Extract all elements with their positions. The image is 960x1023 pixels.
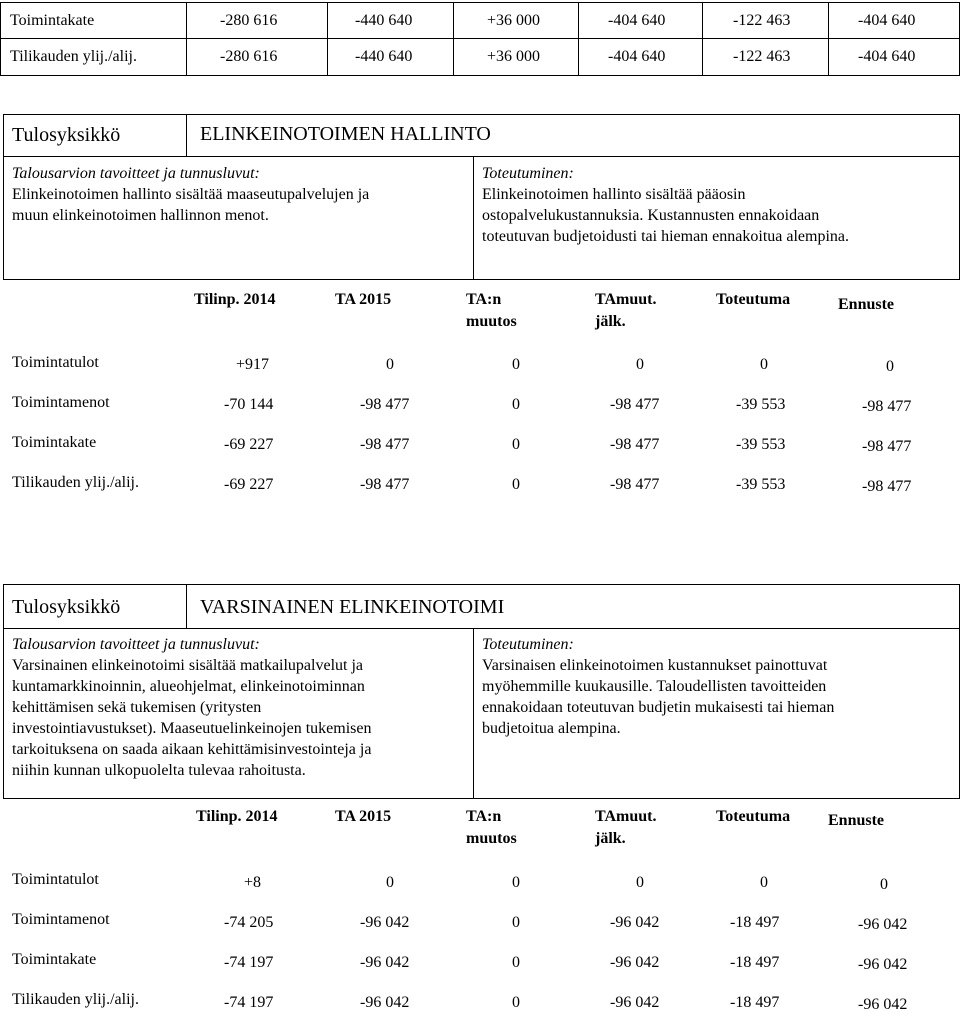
cell-value: -96 042 <box>858 996 908 1013</box>
realization-block <box>482 163 952 247</box>
realization-block <box>482 634 952 739</box>
col-header: TA 2015 <box>335 808 392 825</box>
cell-value: 0 <box>512 914 520 931</box>
unit-divider <box>186 584 187 629</box>
col-header: muutos <box>466 313 517 330</box>
top-table-border <box>327 2 328 76</box>
cell-value: 0 <box>760 356 768 373</box>
cell-value: -122 463 <box>733 48 791 65</box>
cell-value: -280 616 <box>220 12 278 29</box>
col-header: jälk. <box>595 313 626 330</box>
cell-value: -69 227 <box>224 436 274 453</box>
cell-value: 0 <box>512 994 520 1011</box>
cell-value: +917 <box>236 356 270 373</box>
cell-value: -98 477 <box>862 478 912 495</box>
goals-line: Elinkeinotoimen hallinto sisältää maaseutupalvelujen ja <box>12 186 370 203</box>
unit-divider <box>473 628 474 799</box>
col-header: TAmuut. <box>595 291 657 308</box>
cell-value: 0 <box>636 356 644 373</box>
top-table-border <box>186 2 187 76</box>
cell-value: -96 042 <box>610 954 660 971</box>
cell-value: -96 042 <box>858 956 908 973</box>
cell-value: -98 477 <box>360 436 410 453</box>
cell-value: -39 553 <box>736 436 786 453</box>
cell-value: +36 000 <box>487 12 541 29</box>
col-header: Toteutuma <box>716 291 791 308</box>
row-label: Toimintakate <box>10 12 95 29</box>
row-label: Toimintamenot <box>12 911 110 928</box>
cell-value: -96 042 <box>858 916 908 933</box>
goals-line: Varsinainen elinkeinotoimi sisältää matkailupalvelut ja <box>12 657 364 674</box>
row-label: Toimintatulot <box>12 871 99 888</box>
cell-value: 0 <box>512 476 520 493</box>
cell-value: -69 227 <box>224 476 274 493</box>
realization-line: myöhemmille kuukausille. Taloudellisten tavoitteiden <box>482 678 827 695</box>
cell-value: -18 497 <box>730 914 780 931</box>
realization-line: ennakoidaan toteutuvan budjetin mukaisesti tai hieman <box>482 699 835 716</box>
cell-value: -280 616 <box>220 48 278 65</box>
cell-value: -98 477 <box>610 436 660 453</box>
cell-value: -18 497 <box>730 994 780 1011</box>
row-label: Toimintakate <box>12 951 97 968</box>
cell-value: 0 <box>886 358 894 375</box>
col-header: jälk. <box>595 830 626 847</box>
cell-value: -74 205 <box>224 914 274 931</box>
cell-value: -70 144 <box>224 396 274 413</box>
top-table-border <box>702 2 703 76</box>
top-table-border <box>0 75 960 76</box>
cell-value: -39 553 <box>736 476 786 493</box>
col-header: Tilinp. 2014 <box>196 808 278 825</box>
cell-value: 0 <box>880 876 888 893</box>
col-header: Toteutuma <box>716 808 791 825</box>
row-label: Tilikauden ylij./alij. <box>10 48 137 65</box>
row-label: Toimintamenot <box>12 394 110 411</box>
top-table-border <box>828 2 829 76</box>
col-header: Ennuste <box>838 296 895 313</box>
top-table-border <box>0 2 1 76</box>
cell-value: -404 640 <box>858 12 916 29</box>
cell-value: -74 197 <box>224 994 274 1011</box>
cell-value: 0 <box>386 874 394 891</box>
cell-value: 0 <box>512 396 520 413</box>
col-header: Ennuste <box>828 812 885 829</box>
cell-value: -98 477 <box>610 396 660 413</box>
cell-value: -98 477 <box>360 396 410 413</box>
realization-label: Toteutuminen: <box>482 165 574 182</box>
cell-value: -404 640 <box>858 48 916 65</box>
col-header: TA 2015 <box>335 291 392 308</box>
cell-value: -98 477 <box>862 438 912 455</box>
realization-line: Elinkeinotoimen hallinto sisältää pääosin <box>482 186 746 203</box>
top-table-border <box>453 2 454 76</box>
cell-value: -96 042 <box>610 914 660 931</box>
cell-value: +36 000 <box>487 48 541 65</box>
unit-label: Tulosyksikkö <box>12 124 121 146</box>
cell-value: 0 <box>512 874 520 891</box>
cell-value: -404 640 <box>608 12 666 29</box>
col-header: muutos <box>466 830 517 847</box>
cell-value: 0 <box>512 356 520 373</box>
goals-line: kehittämisen sekä tukemisen (yritysten <box>12 699 262 716</box>
goals-label: Talousarvion tavoitteet ja tunnusluvut: <box>12 636 260 653</box>
cell-value: -96 042 <box>360 914 410 931</box>
realization-line: budjetoitua alempina. <box>482 720 621 737</box>
goals-line: niihin kunnan ulkopuolelta tulevaa rahoitusta. <box>12 762 306 779</box>
realization-line: toteutuvan budjetoidusti tai hieman ennakoitua alempina. <box>482 228 850 245</box>
cell-value: 0 <box>636 874 644 891</box>
goals-label: Talousarvion tavoitteet ja tunnusluvut: <box>12 165 260 182</box>
cell-value: 0 <box>386 356 394 373</box>
goals-block <box>12 163 462 226</box>
goals-line: muun elinkeinotoimen hallinnon menot. <box>12 207 269 224</box>
cell-value: -39 553 <box>736 396 786 413</box>
goals-block <box>12 634 467 781</box>
top-table-border <box>0 38 960 39</box>
goals-line: kuntamarkkinoinnin, alueohjelmat, elinkeinotoiminnan <box>12 678 365 695</box>
goals-line: investointiavustukset). Maaseutuelinkeinojen tukemisen <box>12 720 372 737</box>
unit-divider <box>473 156 474 280</box>
unit-name: VARSINAINEN ELINKEINOTOIMI <box>200 596 505 618</box>
col-header: TAmuut. <box>595 808 657 825</box>
cell-value: +8 <box>244 874 262 891</box>
cell-value: -440 640 <box>355 48 413 65</box>
cell-value: -96 042 <box>610 994 660 1011</box>
cell-value: -96 042 <box>360 954 410 971</box>
cell-value: -440 640 <box>355 12 413 29</box>
cell-value: -74 197 <box>224 954 274 971</box>
cell-value: -98 477 <box>862 398 912 415</box>
cell-value: -404 640 <box>608 48 666 65</box>
row-label: Tilikauden ylij./alij. <box>12 991 139 1008</box>
realization-line: ostopalvelukustannuksia. Kustannusten ennakoidaan <box>482 207 820 224</box>
cell-value: -122 463 <box>733 12 791 29</box>
col-header: TA:n <box>466 291 502 308</box>
cell-value: 0 <box>512 954 520 971</box>
cell-value: -96 042 <box>360 994 410 1011</box>
col-header: TA:n <box>466 808 502 825</box>
top-table-border <box>0 2 960 3</box>
realization-label: Toteutuminen: <box>482 636 574 653</box>
unit-name: ELINKEINOTOIMEN HALLINTO <box>200 123 491 145</box>
cell-value: 0 <box>512 436 520 453</box>
unit-divider <box>186 114 187 157</box>
row-label: Toimintakate <box>12 434 97 451</box>
cell-value: 0 <box>760 874 768 891</box>
cell-value: -98 477 <box>360 476 410 493</box>
unit-label: Tulosyksikkö <box>12 596 121 618</box>
goals-line: tarkoituksena on saada aikaan kehittämisinvestointeja ja <box>12 741 372 758</box>
col-header: Tilinp. 2014 <box>194 291 276 308</box>
realization-line: Varsinaisen elinkeinotoimen kustannukset painottuvat <box>482 657 828 674</box>
row-label: Toimintatulot <box>12 354 99 371</box>
unit-divider <box>3 156 960 157</box>
cell-value: -18 497 <box>730 954 780 971</box>
unit-divider <box>3 628 960 629</box>
top-table-border <box>578 2 579 76</box>
row-label: Tilikauden ylij./alij. <box>12 474 139 491</box>
cell-value: -98 477 <box>610 476 660 493</box>
